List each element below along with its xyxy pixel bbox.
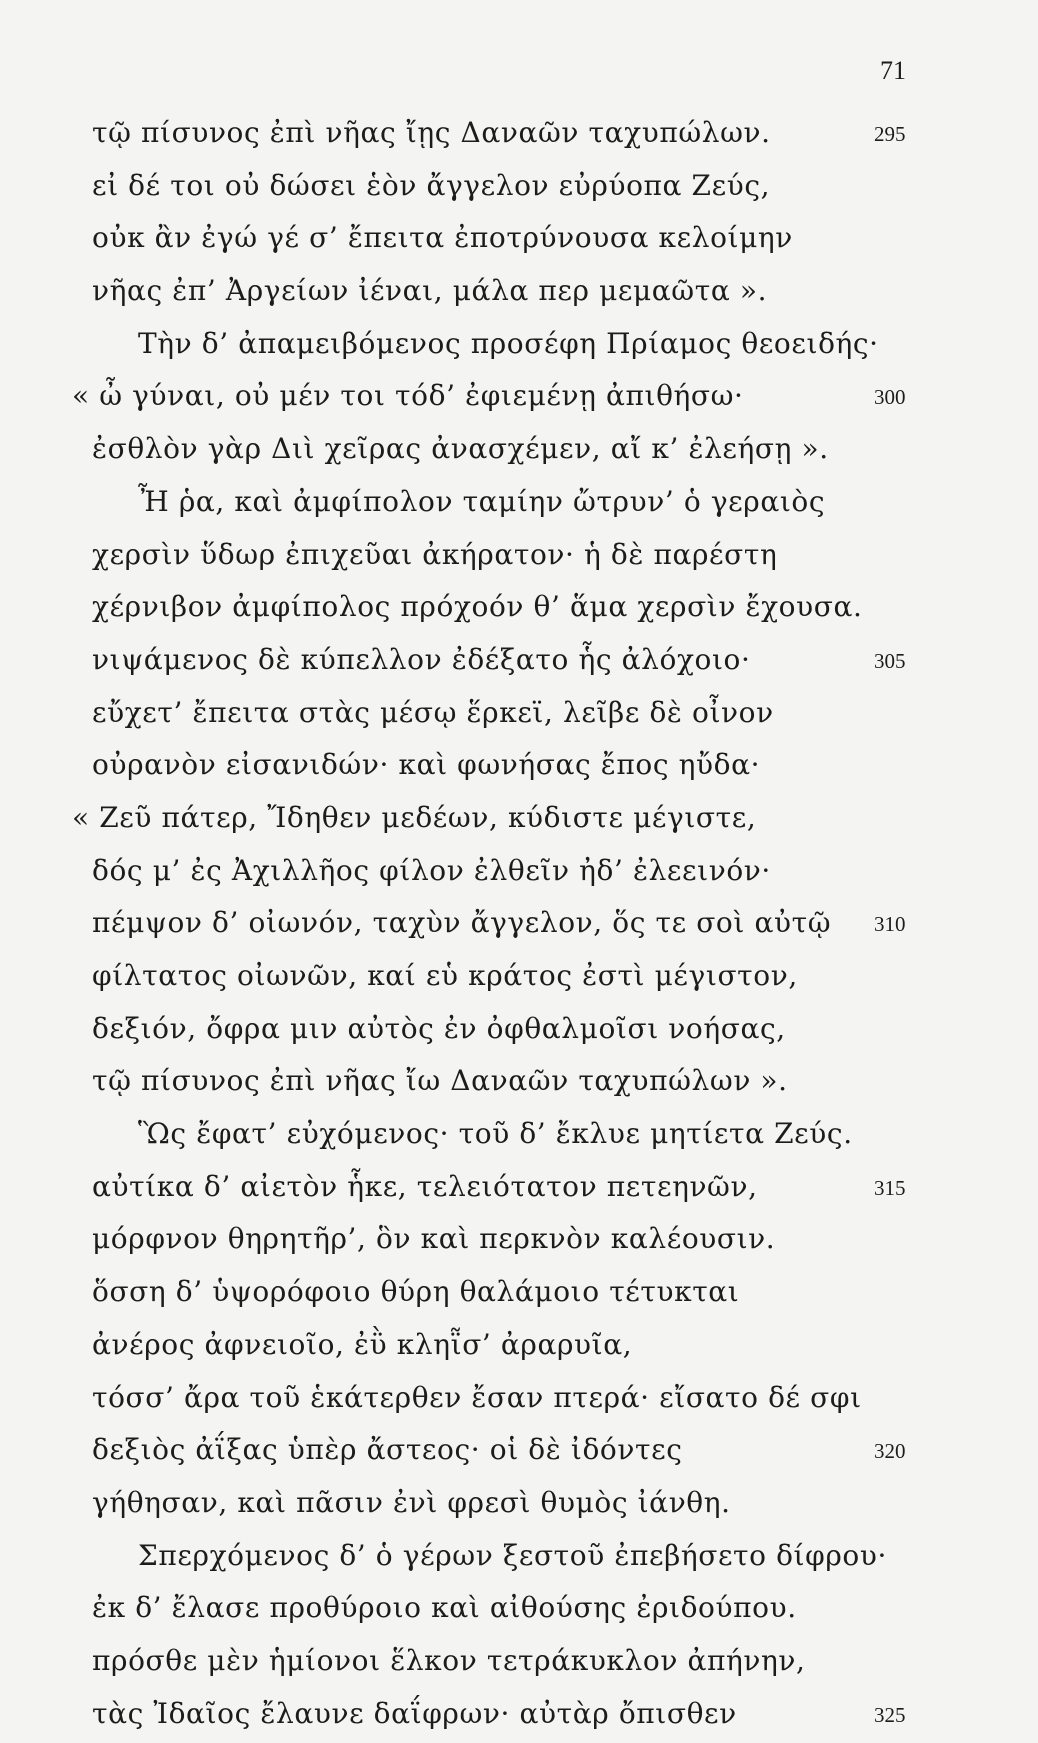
- verse-line: [0, 1111, 1038, 1164]
- verse-text: τόσσ’ ἄρα τοῦ ἑκάτερθεν ἔσαν πτερά· εἴσατο δέ σφι: [92, 1380, 862, 1414]
- verse-line: [0, 321, 1038, 374]
- verse-line: [0, 742, 1038, 795]
- verse-list: [0, 110, 1038, 1743]
- verse-line: [0, 690, 1038, 743]
- verse-text: Ὣς ἔφατ’ εὐχόμενος· τοῦ δ’ ἔκλυε μητίετα Ζεύς.: [138, 1117, 853, 1151]
- verse-line: [0, 1269, 1038, 1322]
- verse-line: [0, 1480, 1038, 1533]
- verse-line: [0, 163, 1038, 216]
- verse-line: [0, 1585, 1038, 1638]
- verse-line: [0, 900, 1038, 953]
- verse-text: χέρνιβον ἀμφίπολος πρόχοόν θ’ ἅμα χερσὶν ἔχουσα.: [92, 590, 863, 624]
- verse-text: νιψάμενος δὲ κύπελλον ἐδέξατο ἧς ἀλόχοιο·: [92, 642, 751, 676]
- verse-text: « ὦ γύναι, οὐ μέν τοι τόδ’ ἐφιεμένῃ ἀπιθήσω·: [72, 379, 744, 413]
- verse-text: δεξιόν, ὄφρα μιν αὐτὸς ἐν ὀφθαλμοῖσι νοήσας,: [92, 1011, 786, 1045]
- verse-text: τὰς Ἰδαῖος ἔλαυνε δαΐφρων· αὐτὰρ ὄπισθεν: [92, 1696, 737, 1730]
- verse-text: πέμψον δ’ οἰωνόν, ταχὺν ἄγγελον, ὅς τε σοὶ αὐτῷ: [92, 906, 832, 940]
- verse-text: τῷ πίσυνος ἐπὶ νῆας ἴῃς Δαναῶν ταχυπώλων.: [92, 116, 771, 149]
- verse-text: δεξιὸς ἀΐξας ὑπὲρ ἄστεος· οἱ δὲ ἰδόντες: [92, 1433, 683, 1467]
- verse-text: τῷ πίσυνος ἐπὶ νῆας ἴω Δαναῶν ταχυπώλων ».: [92, 1064, 788, 1098]
- verse-line: [0, 1058, 1038, 1111]
- verse-line: [0, 426, 1038, 479]
- verse-line: [0, 1006, 1038, 1059]
- verse-text: « Ζεῦ πάτερ, Ἴδηθεν μεδέων, κύδιστε μέγιστε,: [72, 800, 757, 834]
- verse-line: [0, 1533, 1038, 1586]
- verse-line: [0, 110, 1038, 163]
- verse-text: χερσὶν ὕδωρ ἐπιχεῦαι ἀκήρατον· ἡ δὲ παρέστη: [92, 537, 778, 571]
- verse-text: οὐκ ἂν ἐγώ γέ σ’ ἔπειτα ἐποτρύνουσα κελοίμην: [92, 221, 793, 255]
- line-number: 310: [874, 912, 906, 937]
- page-number: 71: [880, 56, 906, 85]
- verse-text: ἐσθλὸν γὰρ Διὶ χεῖρας ἀνασχέμεν, αἴ κ’ ἐλεήσῃ ».: [92, 432, 829, 466]
- line-number: 300: [874, 385, 906, 410]
- verse-line: [0, 584, 1038, 637]
- verse-text: γήθησαν, καὶ πᾶσιν ἐνὶ φρεσὶ θυμὸς ἰάνθη.: [92, 1485, 731, 1519]
- verse-text: αὐτίκα δ’ αἰετὸν ἧκε, τελειότατον πετεηνῶν,: [92, 1169, 758, 1203]
- verse-line: [0, 215, 1038, 268]
- verse-text: πρόσθε μὲν ἡμίονοι ἕλκον τετράκυκλον ἀπήνην,: [92, 1643, 806, 1677]
- verse-line: [0, 637, 1038, 690]
- verse-text: ὅσση δ’ ὑψορόφοιο θύρη θαλάμοιο τέτυκται: [92, 1275, 740, 1309]
- line-number: 325: [874, 1702, 906, 1727]
- verse-line: [0, 1164, 1038, 1217]
- line-number: 295: [874, 122, 906, 146]
- verse-text: φίλτατος οἰωνῶν, καί εὑ κράτος ἐστὶ μέγιστον,: [92, 959, 798, 992]
- verse-text: δός μ’ ἐς Ἀχιλλῆος φίλον ἐλθεῖν ἠδ’ ἐλεεινόν·: [92, 853, 771, 887]
- verse-line: [0, 1216, 1038, 1269]
- verse-line: [0, 1322, 1038, 1375]
- line-number: 320: [874, 1439, 906, 1464]
- verse-line: [0, 373, 1038, 426]
- verse-line: [0, 1427, 1038, 1480]
- verse-line: [0, 953, 1038, 1006]
- verse-text: Σπερχόμενος δ’ ὁ γέρων ξεστοῦ ἐπεβήσετο δίφρου·: [138, 1538, 887, 1572]
- verse-line: [0, 848, 1038, 901]
- verse-text: μόρφνον θηρητῆρ’, ὃν καὶ περκνὸν καλέουσιν.: [92, 1222, 776, 1256]
- verse-line: [0, 479, 1038, 532]
- verse-line: [0, 1638, 1038, 1691]
- verse-text: νῆας ἐπ’ Ἀργείων ἰέναι, μάλα περ μεμαῶτα ».: [92, 274, 768, 308]
- verse-text: Τὴν δ’ ἀπαμειβόμενος προσέφη Πρίαμος θεοειδής·: [138, 326, 879, 360]
- verse-text: ἀνέρος ἀφνειοῖο, ἐῢ κληῗσ’ ἀραρυῖα,: [92, 1327, 633, 1361]
- line-number: 315: [874, 1175, 906, 1200]
- verse-text: Ἦ ῥα, καὶ ἀμφίπολον ταμίην ὤτρυν’ ὁ γεραιὸς: [138, 484, 826, 518]
- line-number: 305: [874, 648, 906, 673]
- verse-text: ἐκ δ’ ἔλασε προθύροιο καὶ αἰθούσης ἐριδούπου.: [92, 1591, 797, 1625]
- verse-line: [0, 1375, 1038, 1428]
- verse-text: εἰ δέ τοι οὐ δώσει ἑὸν ἄγγελον εὐρύοπα Ζεύς,: [92, 168, 771, 202]
- verse-line: [0, 795, 1038, 848]
- verse-text: εὔχετ’ ἔπειτα στὰς μέσῳ ἕρκεϊ, λεῖβε δὲ οἶνον: [92, 695, 774, 729]
- verse-line: [0, 1691, 1038, 1743]
- verse-text: οὐρανὸν εἰσανιδών· καὶ φωνήσας ἔπος ηὔδα·: [92, 748, 761, 782]
- verse-line: [0, 268, 1038, 321]
- verse-line: [0, 532, 1038, 585]
